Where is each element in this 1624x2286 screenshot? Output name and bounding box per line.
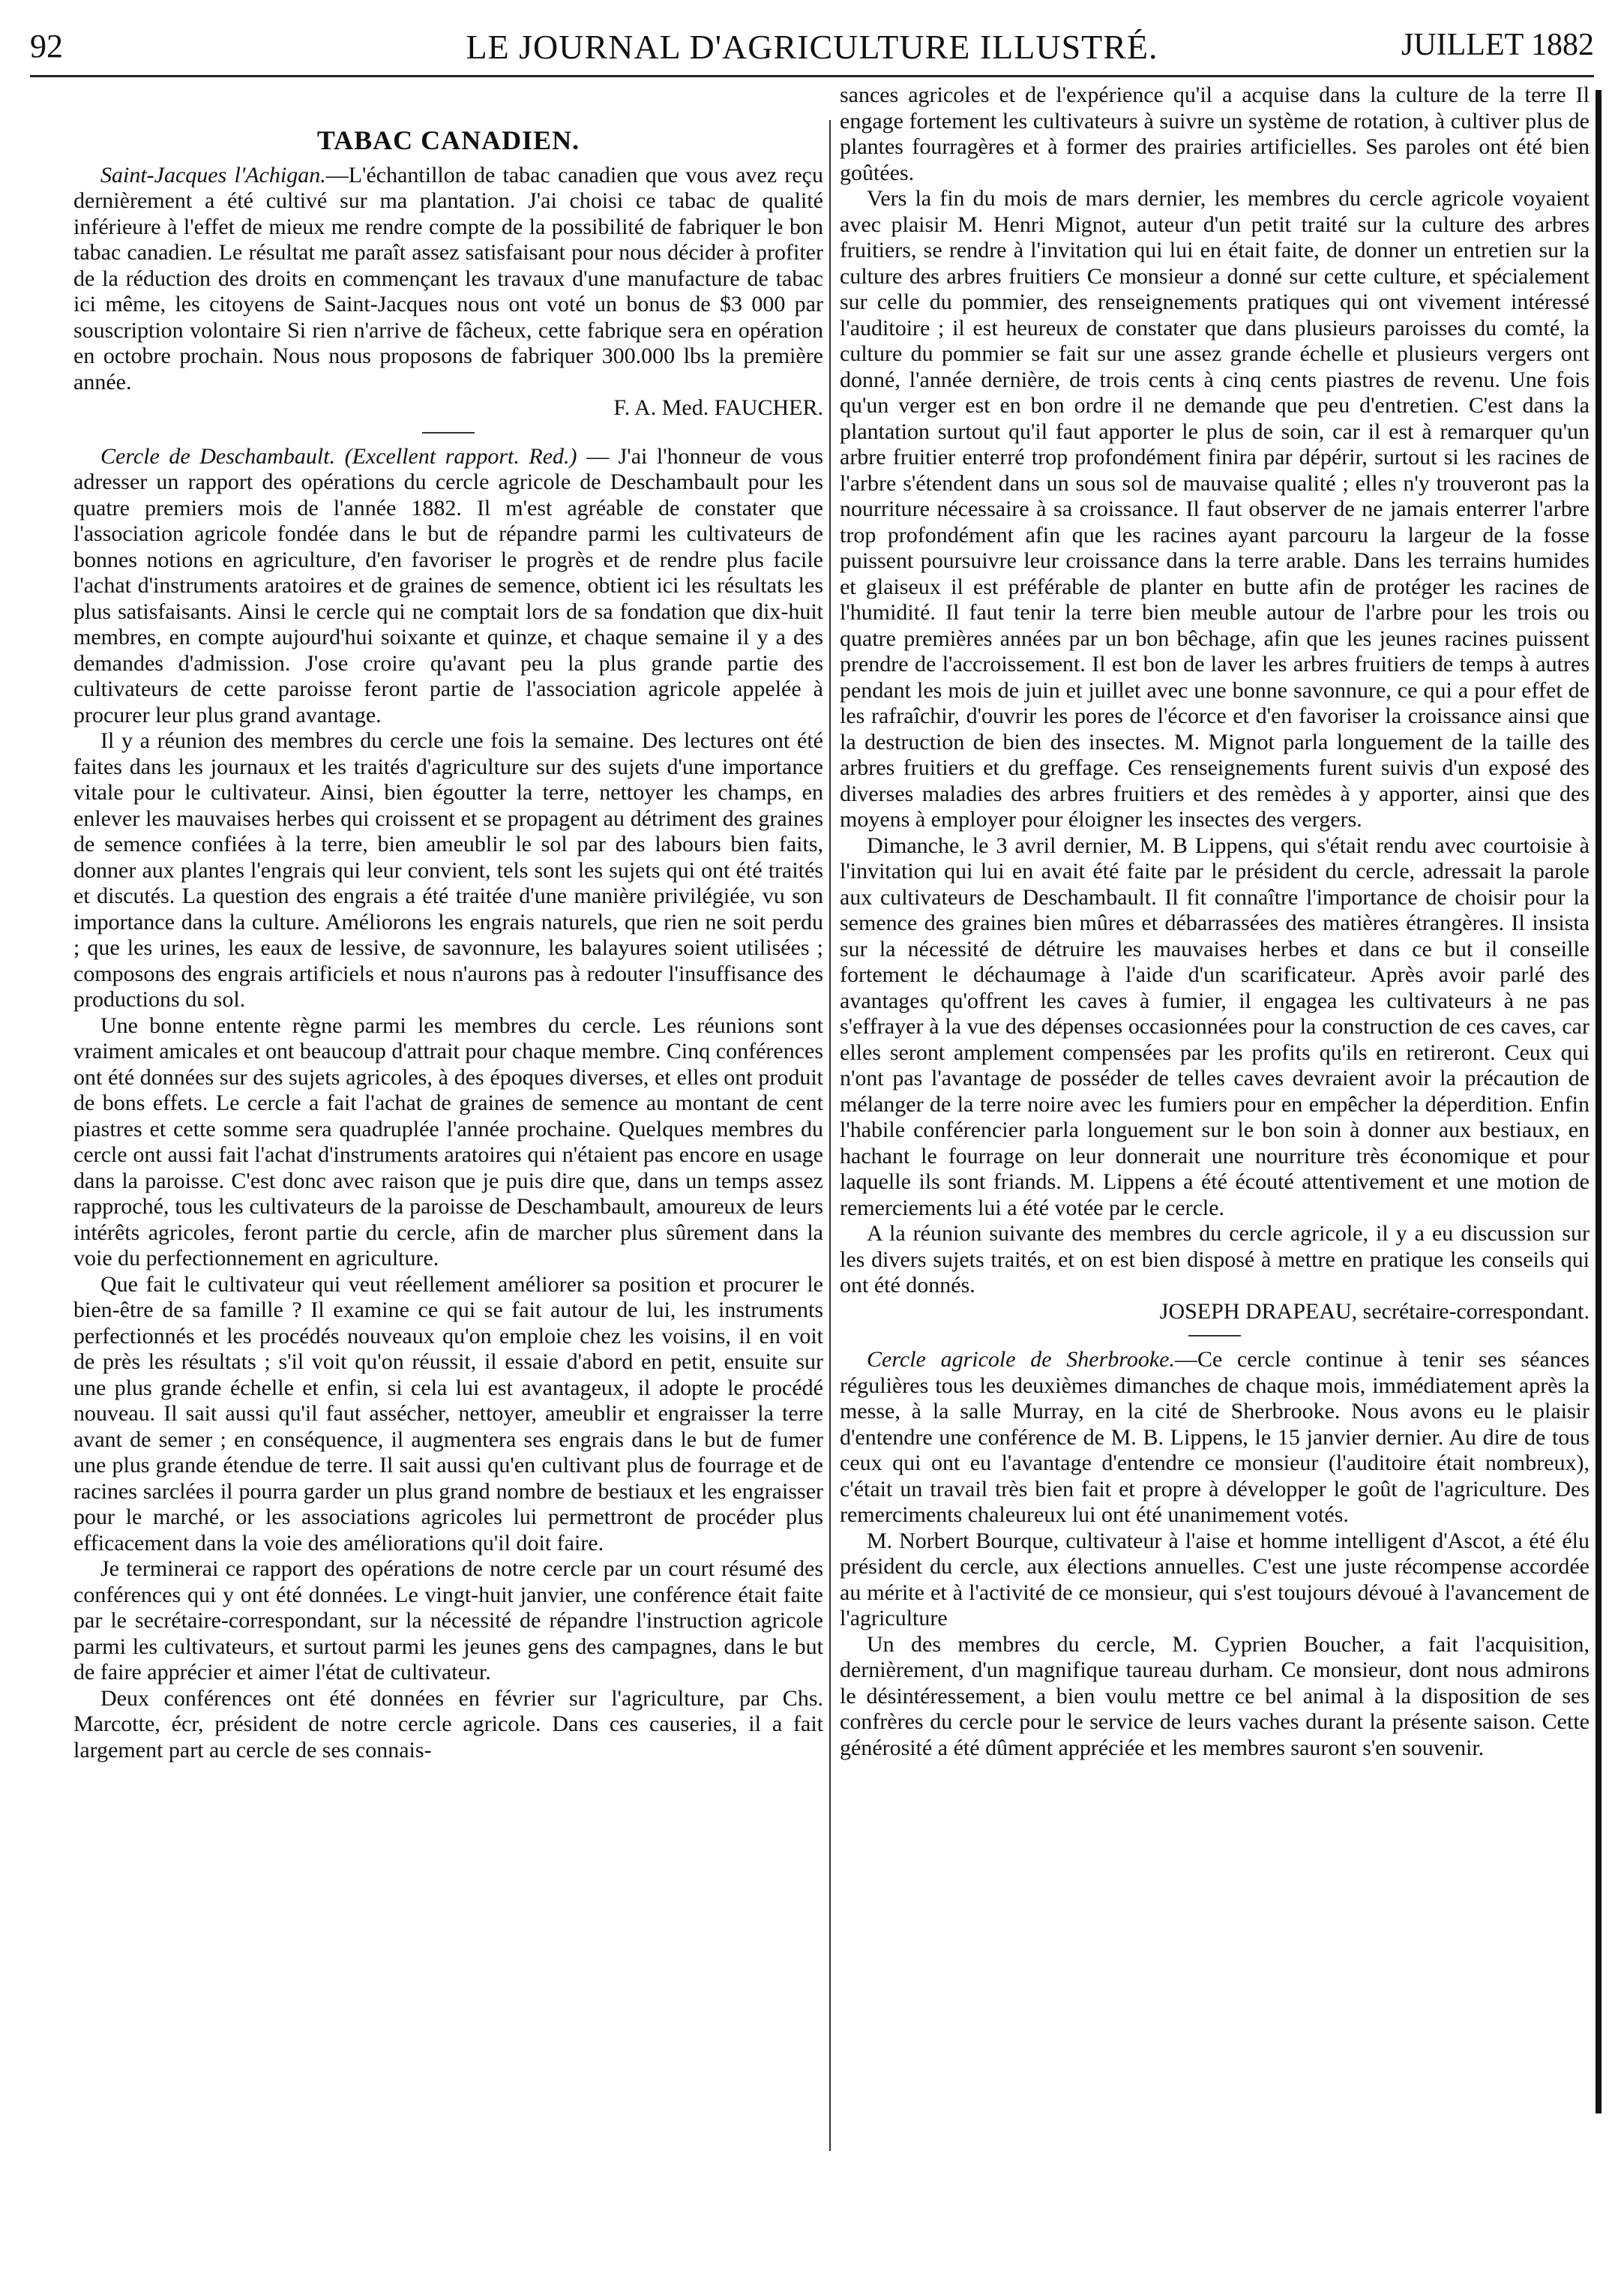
issue-date: JUILLET 1882 [1401, 28, 1594, 62]
paragraph: A la réunion suivante des membres du cercle agricole, il y a eu discussion sur les divers sujets traités, et on est bien disposé à mettre en pratique les conseils qui ont été donnés. [840, 1221, 1590, 1298]
right-column [840, 82, 1590, 2256]
page-number: 92 [30, 28, 63, 64]
sherbrooke-lead: Cercle agricole de Sherbrooke. [867, 1347, 1175, 1372]
paragraph: sances agricoles et de l'expérience qu'il a acquise dans la culture de la terre Il engage fortement les cultivateurs à suivre un système de rotation, à cultiver plus de plantes fourragères et à former des prairies artificielles. Ses paroles ont été bien goûtées. [840, 82, 1590, 185]
cercle-lead: Cercle de Deschambault. (Excellent rapport. Red.) [100, 443, 577, 469]
paragraph: —Ce cercle continue à tenir ses séances régulières tous les deuxièmes dimanches de chaque mois, immédiatement après la messe, à la salle Murray, en la cité de Sherbrooke. Nous avons eu le plaisir d'entendre une conférence de M. B. Lippens, le 15 janvier dernier. Au dire de tous ceux qui ont eu l'avantage d'entendre ce monsieur (l'auditoire était nombreux), c'était un travail très bien fait et propre à développer le goût de l'agriculture. Des remerciments chaleureux lui ont été unanimement votés. [840, 1347, 1590, 1527]
paragraph: Un des membres du cercle, M. Cyprien Boucher, a fait l'acquisition, dernièrement, d'un magnifique taureau durham. Ce monsieur, dont nous admirons le désintéressement, a bien voulu mettre ce bel animal à la disposition de ses confrères du cercle pour le service de leurs vaches durant la présente saison. Cette générosité a été dûment appréciée et les membres sauront s'en souvenir. [840, 1631, 1590, 1760]
paragraph: Deux conférences ont été données en février sur l'agriculture, par Chs. Marcotte, écr, président de notre cercle agricole. Dans ces causeries, il a fait largement part au cercle de ses connais- [73, 1685, 823, 1762]
paragraph: Que fait le cultivateur qui veut réellement améliorer sa position et procurer le bien-être de sa famille ? Il examine ce qui se fait autour de lui, les instruments perfectionnés et les procédés nouveaux qu'on emploie chez les voisins, il en voit de près les résultats ; s'il voit qu'on réussit, il essaie d'abord en petit, ensuite sur une plus grande échelle et enfin, si cela lui est avantageux, il adopte le procédé nouveau. Il sait aussi qu'il faut assécher, nettoyer, ameublir et engraisser la terre avant de semer ; en conséquence, il augmentera ses engrais dans le but de fumer une plus grande étendue de terre. Il sait aussi qu'en cultivant plus de fourrage et de racines sarclées il pourra garder un plus grand nombre de bestiaux et les engraisser pour le marché, or les associations agricoles lui permettront de procéder plus efficacement dans la voie des améliorations qu'il doit faire. [73, 1271, 823, 1556]
page-header [30, 15, 1594, 75]
drapeau-signature: JOSEPH DRAPEAU, secrétaire-correspondant. [1159, 1298, 1590, 1324]
paragraph: Une bonne entente règne parmi les membres du cercle. Les réunions sont vraiment amicales et ont beaucoup d'attrait pour chaque membre. Cinq conférences ont été données sur des sujets agricoles, à des époques diverses, et elles ont produit de bons effets. Le cercle a fait l'achat de graines de semence au montant de cent piastres et cette somme sera quadruplée l'année prochaine. Quelques membres du cercle ont aussi fait l'achat d'instruments aratoires qui n'étaient pas encore en usage dans la paroisse. C'est donc avec raison que je puis dire que, dans un temps assez rapproché, tous les cultivateurs de la paroisse de Deschambault, amoureux de leurs intérêts agricoles, feront partie du cercle, afin de marcher plus sûrement dans la voie du perfectionnement en agriculture. [73, 1012, 823, 1270]
separator [422, 432, 475, 434]
paragraph: Je terminerai ce rapport des opérations de notre cercle par un court résumé des conférences qui y ont été données. Le vingt-huit janvier, une conférence était faite par le secrétaire-correspondant, sur la nécessité de répandre l'instruction agricole parmi les cultivateurs, et surtout parmi les jeunes gens des campagnes, dans le but de faire apprécier et aimer l'état de cultivateur. [73, 1556, 823, 1684]
paragraph: Vers la fin du mois de mars dernier, les membres du cercle agricole voyaient avec plaisir M. Henri Mignot, auteur d'un petit traité sur la culture des arbres fruitiers, se rendre à l'invitation qui lui en était faite, de donner un entretien sur la culture des arbres fruitiers Ce monsieur a donné sur cette culture, et spécialement sur celle du pommier, des renseignements pratiques qui ont vivement intéressé l'auditoire ; il est heureux de constater que dans plusieurs paroisses du comté, la culture du pommier se fait sur une assez grande échelle et plusieurs vergers ont donné, l'année dernière, de trois cents à cinq cents piastres de revenu. Une fois qu'un verger est en bon ordre il ne demande que peu d'entretien. C'est dans la plantation surtout qu'il faut apporter le plus de soin, car il est à remarquer qu'un arbre fruitier enterré trop profondément finira par dépérir, surtout si les racines de l'arbre s'étendent dans un sous sol de mauvaise qualité ; elles n'y trouveront pas la nourriture nécessaire à sa croissance. Il faut observer de ne jamais enterrer l'arbre trop profondément afin que les racines ayant parcouru la largeur de la fosse puissent poursuivre leur croissance dans la terre arable. Dans les terrains humides et glaiseux il est préférable de planter en butte afin de protéger les racines de l'humidité. Il faut tenir la terre bien meuble autour de l'arbre pour les trois ou quatre premières années par un bon bêchage, afin que les jeunes racines puissent prendre de l'accroissement. Il est bon de laver les arbres fruitiers de temps à autres pendant les mois de juin et juillet avec une bonne savonnure, ce qui a pour effet de les rafraîchir, d'ouvrir les pores de l'écorce et d'en favoriser la croissance ainsi que la destruction de bien des insectes. M. Mignot parla longuement de la taille des arbres fruitiers et du greffage. Ces renseignements furent suivis d'un exposé des diverses maladies des arbres fruitiers et des remèdes à y apporter, ainsi que des moyens à employer pour éloigner les insectes des vergers. [840, 186, 1590, 832]
paragraph: — J'ai l'honneur de vous adresser un rapport des opérations du cercle agricole de Deschambault pour les quatre premiers mois de l'année 1882. Il m'est agréable de constater que l'association agricole fondée dans le but de répandre parmi les cultivateurs de bonnes notions en agriculture, d'en favoriser le progrès et de rendre plus facile l'achat d'instruments aratoires et de graines de semence, obtient ici les résultats les plus satisfaisants. Ainsi le cercle qui ne comptait lors de sa fondation que dix-huit membres, en compte aujourd'hui soixante et quinze, et chaque semaine il y a des demandes d'admission. J'ose croire qu'avant peu la plus grande partie des cultivateurs de cette paroisse feront partie de l'association agricole appelée à procurer leur plus grand avantage. [73, 443, 823, 728]
paragraph: Dimanche, le 3 avril dernier, M. B Lippens, qui s'était rendu avec courtoisie à l'invitation qui lui en avait été faite par le président du cercle, adressait la parole aux cultivateurs de Deschambault. Il fit connaître l'importance de choisir pour la semence des graines bien mûres et débarrassées des matières étrangères. Il insista sur la nécessité de détruire les mauvaises herbes et dans ce but il conseille fortement le déchaumage à l'aide d'un scarificateur. Après avoir parlé des avantages qu'offrent les caves à fumier, il engagea les cultivateurs à ne pas s'effrayer à la vue des dépenses occasionnées pour la construction de ces caves, car elles seront amplement compensées par les profits qu'ils en retireront. Ceux qui n'ont pas l'avantage de posséder de telles caves devraient avoir la précaution de mélanger de la terre noire avec les fumiers pour en empêcher la déperdition. Enfin l'habile conférencier parla longuement sur le bon soin à donner aux bestiaux, en hachant le fourrage on leur donnerait une nourriture très économique et pour laquelle ils sont friands. M. Lippens a été écouté attentivement et une motion de remerciements lui a été votée par le cercle. [840, 832, 1590, 1220]
section-title: TABAC CANADIEN. [316, 125, 580, 155]
tabac-signature: F. A. Med. FAUCHER. [613, 395, 823, 420]
page-edge-bar [1596, 90, 1602, 2114]
column-divider [829, 120, 831, 2151]
header-rule [30, 75, 1594, 77]
paragraph: Il y a réunion des membres du cercle une fois la semaine. Des lectures ont été faites dans les journaux et les traités d'agriculture sur des sujets d'une importance vitale pour le cultivateur. Ainsi, bien égoutter la terre, nettoyer les champs, en enlever les mauvaises herbes qui croissent et se propagent au détriment des graines de semence confiées à la terre, bien ameublir le sol par des labours bien faits, donner aux plantes l'engrais qui leur convient, tels sont les sujets qui ont été traités et discutés. La question des engrais a été traitée d'une manière privilégiée, vu son importance dans la culture. Améliorons les engrais naturels, que rien ne soit perdu ; que les urines, les eaux de lessive, de savonnure, les balayures soient utilisées ; composons des engrais artificiels et nous n'aurons pas à redouter l'insuffisance des productions du sol. [73, 728, 823, 1012]
journal-title: LE JOURNAL D'AGRICULTURE ILLUSTRÉ. [466, 28, 1158, 66]
tabac-lead: Saint-Jacques l'Achigan. [100, 162, 326, 188]
tabac-text: —L'échantillon de tabac canadien que vous avez reçu dernièrement a été cultivé sur ma plantation. J'ai choisi ce tabac de qualité inférieure à l'effet de mieux me rendre compte de la possibilité de fabriquer le bon tabac canadien. Le résultat me paraît assez satisfaisant pour nous décider à profiter de la réduction des droits en commençant les travaux d'une manufacture de tabac ici même, les citoyens de Saint-Jacques nous ont voté un bonus de $3 000 par souscription volontaire Si rien n'arrive de fâcheux, cette fabrique sera en opération en octobre prochain. Nous nous proposons de fabriquer 300.000 lbs la première année. [73, 162, 823, 394]
paragraph: M. Norbert Bourque, cultivateur à l'aise et homme intelligent d'Ascot, a été élu président du cercle, aux élections annuelles. C'est une juste récompense accordée au mérite et à l'activité de ce monsieur, qui s'est toujours dévoué à l'avancement de l'agriculture [840, 1528, 1590, 1630]
separator [1188, 1335, 1241, 1336]
left-column [73, 82, 823, 2256]
